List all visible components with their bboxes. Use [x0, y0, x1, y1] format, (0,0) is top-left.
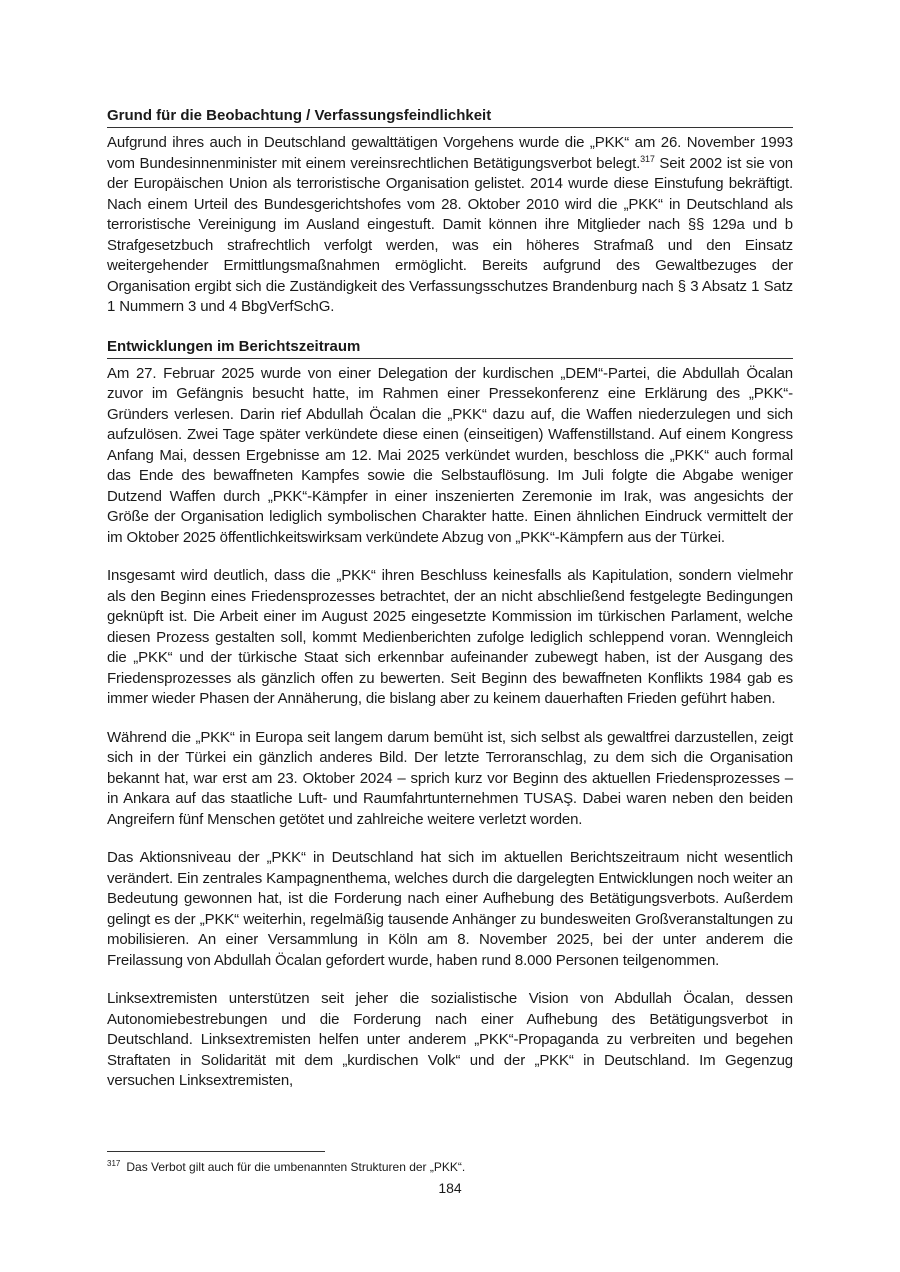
paragraph: Insgesamt wird deutlich, dass die „PKK“ ihren Beschluss keinesfalls als Kapitulation, sondern vielmehr als den Beginn eines Friedensprozesses betrachtet, der an nicht abschließend festgelegte Bedingungen geknüpft ist. Die Arbeit einer im August 2025 eingesetzte Kommission im türkischen Parlament, welche diesen Prozess gestalten soll, kommt Medienberichten zufolge lediglich schleppend voran. Wenngleich die „PKK“ und der türkische Staat sich erkennbar aufeinander zubewegt haben, ist der Ausgang des Friedensprozesses als gänzlich offen zu bewerten. Seit Beginn des bewaffneten Konflikts 1984 gab es immer wieder Phasen der Annäherung, die bislang aber zu keinem dauerhaften Frieden geführt haben. [107, 567, 793, 707]
footnote-number: 317 [107, 1159, 121, 1168]
paragraph-text: Aufgrund ihres auch in Deutschland gewalttätigen Vorgehens wurde die „PKK“ am 26. November 1993 vom Bundesinnenminister mit einem vereinsrechtlichen Betätigungsverbot belegt. [107, 134, 793, 172]
footnote-reference[interactable]: 317 [640, 153, 655, 164]
footnote-text: Das Verbot gilt auch für die umbenannten Strukturen der „PKK“. [126, 1160, 466, 1174]
paragraph-text: Seit 2002 ist sie von der Europäischen Union als terroristische Organisation gelistet. 2014 wurde diese Einstufung bekräftigt. Nach einem Urteil des Bundesgerichtshofes vom 28. Oktober 2010 wird die „PKK“ in Deutschland als terroristische Vereinigung im Ausland eingestuft. Damit können ihre Mitglieder nach §§ 129a und b Strafgesetzbuch strafrechtlich verfolgt werden, was ein höheres Strafmaß und den Einsatz weitergehender Ermittlungsmaßnahmen ermöglicht. Bereits aufgrund des Gewaltbezuges der Organisation ergibt sich die Zuständigkeit des Verfassungsschutzes Brandenburg nach § 3 Absatz 1 Satz 1 Nummern 3 und 4 BbgVerfSchG. [107, 154, 793, 315]
paragraph: Am 27. Februar 2025 wurde von einer Delegation der kurdischen „DEM“-Partei, die Abdullah Öcalan zuvor im Gefängnis besucht hatte, im Rahmen einer Pressekonferenz eine Erklärung des „PKK“-Gründers verlesen. Darin rief Abdullah Öcalan die „PKK“ dazu auf, die Waffen niederzulegen und sich aufzulösen. Zwei Tage später verkündete diese einen (einseitigen) Waffenstillstand. Auf einem Kongress Anfang Mai, dessen Ergebnisse am 12. Mai 2025 verkündet wurden, beschloss die „PKK“ auch formal das Ende des bewaffneten Kampfes sowie die Selbstauflösung. Im Juli folgte die Abgabe weniger Dutzend Waffen durch „PKK“-Kämpfer in einer inszenierten Zeremonie im Irak, was angesichts der Größe der Organisation lediglich symbolischen Charakter hatte. Einen ähnlichen Eindruck vermittelt der im Oktober 2025 öffentlichkeitswirksam verkündete Abzug von „PKK“-Kämpfern aus der Türkei. [107, 364, 793, 546]
paragraph [107, 133, 793, 318]
paragraph: Das Aktionsniveau der „PKK“ in Deutschland hat sich im aktuellen Berichtszeitraum nicht wesentlich verändert. Ein zentrales Kampagnenthema, welches durch die dargelegten Entwicklungen noch weiter an Bedeutung gewonnen hat, ist die Forderung nach einer Aufhebung des Betätigungsverbots. Außerdem gelingt es der „PKK“ weiterhin, regelmäßig tausende Anhänger zu bundesweiten Großveranstaltungen zu mobilisieren. An einer Versammlung in Köln am 8. November 2025, bei der unter anderem die Freilassung von Abdullah Öcalan gefordert wurde, haben rund 8.000 Personen teilgenommen. [107, 849, 793, 969]
paragraph: Linksextremisten unterstützen seit jeher die sozialistische Vision von Abdullah Öcalan, dessen Autonomiebestrebungen und die Forderung nach einer Aufhebung des Betätigungsverbot in Deutschland. Linksextremisten helfen unter anderem „PKK“-Propaganda zu verbreiten und begehen Straftaten in Solidarität mit dem „kurdischen Volk“ und der „PKK“ in Deutschland. Im Gegenzug versuchen Linksextremisten, [107, 990, 793, 1089]
section-heading: Entwicklungen im Berichtszeitraum [107, 337, 793, 359]
section-entwicklungen [107, 337, 793, 1092]
section-grund [107, 106, 793, 318]
main-content [107, 106, 793, 1111]
footnote [107, 1159, 465, 1175]
paragraph: Während die „PKK“ in Europa seit langem darum bemüht ist, sich selbst als gewaltfrei darzustellen, zeigt sich in der Türkei ein gänzlich anderes Bild. Der letzte Terroranschlag, zu dem sich die Organisation bekannt hat, war erst am 23. Oktober 2024 – sprich kurz vor Beginn des aktuellen Friedensprozesses – in Ankara auf das staatliche Luft- und Raumfahrtunternehmen TUSAŞ. Dabei waren neben den beiden Angreifern fünf Menschen getötet und zahlreiche weitere verletzt worden. [107, 728, 793, 828]
footnote-divider [107, 1151, 325, 1152]
section-heading: Grund für die Beobachtung / Verfassungsfeindlichkeit [107, 106, 793, 128]
page-number: 184 [438, 1180, 462, 1196]
